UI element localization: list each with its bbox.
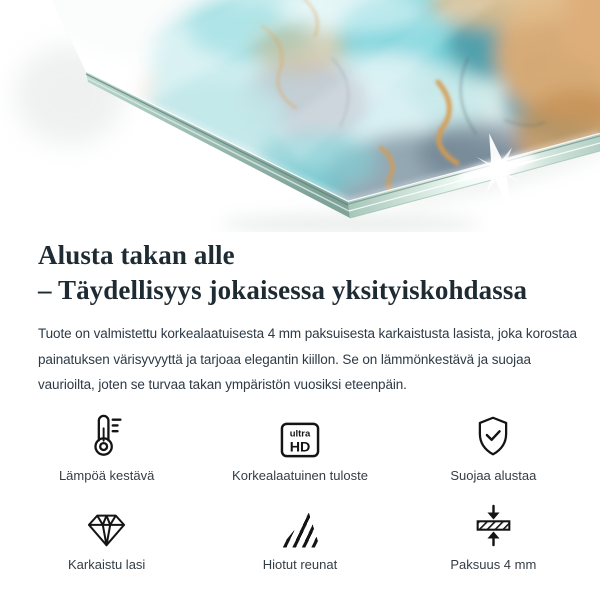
diamond-icon — [85, 511, 128, 548]
product-image — [0, 0, 600, 232]
glass-panel-image — [0, 0, 600, 232]
feature-label: Suojaa alustaa — [450, 467, 537, 483]
page-title — [38, 238, 572, 308]
feature-ultra-hd-print — [203, 412, 396, 484]
feature-label: Korkealaatuinen tuloste — [232, 467, 368, 483]
svg-text:HD: HD — [289, 438, 311, 455]
product-description: Tuote on valmistettu korkealaatuisesta 4 mm paksuisesta karkaistusta lasista, joka korostaa painatuksen värisyvyyttä ja tarjoaa elegantin kiillon. Se on lämmönkestävä ja suojaa vaurioilta, joten se turvaa takan ympäristön vuosiksi eteenpäin. — [38, 326, 577, 392]
feature-heat-resistant — [10, 412, 203, 484]
ultra-hd-icon — [279, 421, 321, 459]
feature-label: Lämpöä kestävä — [58, 467, 155, 483]
feature-tempered-glass — [10, 501, 203, 573]
feature-label: Karkaistu lasi — [68, 556, 146, 572]
polished-edges-icon — [280, 513, 320, 548]
feature-protects-base — [397, 412, 590, 484]
feature-thickness — [397, 501, 590, 573]
thickness-icon — [473, 503, 514, 548]
heading-line-1: Alusta takan alle — [38, 240, 235, 270]
feature-label: Paksuus 4 mm — [450, 556, 537, 572]
shield-check-icon — [472, 414, 514, 459]
thermometer-icon — [90, 413, 123, 459]
feature-label: Hiotut reunat — [262, 556, 338, 572]
heading-line-2: – Täydellisyys jokaisessa yksityiskohdassa — [38, 275, 528, 305]
svg-text:ultra: ultra — [289, 428, 311, 440]
feature-polished-edges — [203, 501, 396, 573]
feature-grid — [10, 412, 590, 573]
